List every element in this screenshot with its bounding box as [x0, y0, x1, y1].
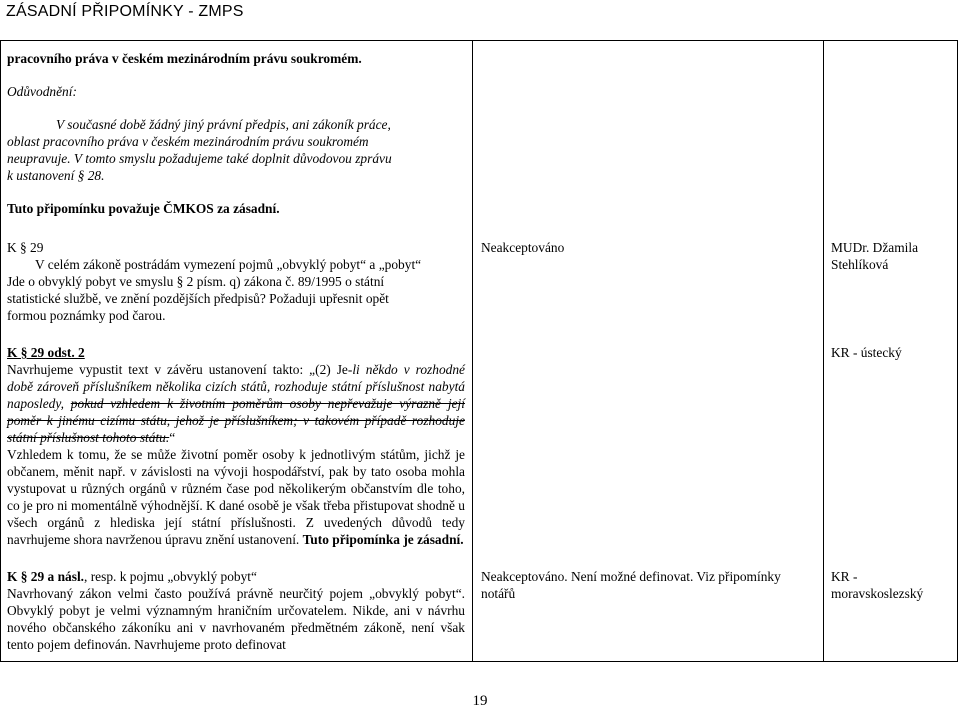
row2-status: Neakceptováno — [481, 240, 565, 255]
proposal-text-rest: osledy, — [27, 396, 71, 411]
row4-body: Navrhovaný zákon velmi často používá právně neurčitý pojem „obvyklý pobyt“. Obvyklý pobyt je velmi významným hraničním určovatelem. Nikde, ani v návrhu nového občanského zákoníku ani v navrhovaném předmětném zákoně, není však tento pojem definován. Navrhujeme proto definovat — [7, 586, 465, 652]
justification-line-1: V současné době žádný jiný právní předpis, ani zákoník práce, — [56, 117, 391, 132]
row4-title-bold: K § 29 a násl. — [7, 569, 85, 584]
row4-status: Neakceptováno. Není možné definovat. Viz připomínky notářů — [481, 569, 781, 601]
row3-conclusion: Tuto připomínka je zásadní. — [302, 532, 464, 547]
row3-title: K § 29 odst. 2 — [7, 345, 85, 360]
proposal-struck-text: pokud vzhledem k životním poměrům osoby nepřevažuje výrazně její poměr k jinému cizímu státu, jehož je příslušníkem; v takovém případě rozhoduje státní příslušnost tohoto státu. — [7, 396, 465, 445]
table-border-top — [0, 40, 958, 41]
row2-line-4: formou poznámky pod čarou. — [7, 308, 166, 323]
proposal-text-end: “ — [169, 430, 176, 445]
proposal-text-start: Navrhujeme vypustit text v závěru ustanovení takto: „(2) Je — [7, 362, 348, 377]
row2-title: K § 29 — [7, 240, 44, 255]
row1-lead: pracovního práva v českém mezinárodním právu soukromém. — [7, 51, 362, 66]
row1-conclusion: Tuto připomínku považuje ČMKOS za zásadní. — [7, 201, 280, 216]
column-divider-1 — [472, 40, 473, 662]
row2-line-1: V celém zákoně postrádám vymezení pojmů „obvyklý pobyt“ a „pobyt“ — [35, 257, 422, 272]
justification-line-3: neupravuje. V tomto smyslu požadujeme také doplnit důvodovou zprávu — [7, 151, 392, 166]
page-title: ZÁSADNÍ PŘIPOMÍNKY - ZMPS — [6, 3, 244, 20]
row3-reasoning — [7, 446, 465, 548]
row2-line-2: Jde o obvyklý pobyt ve smyslu § 2 písm. q) zákona č. 89/1995 o státní — [7, 274, 385, 289]
proposal-text-italic: někdo v rozhodné době zároveň příslušníkem několika cizích států, rozhoduje státní příslušnost nabytá nap — [7, 362, 465, 411]
comments-table — [0, 40, 958, 662]
justification-label: Odůvodnění: — [7, 84, 77, 99]
row3-author: KR - ústecký — [831, 345, 902, 360]
comment-cell-row3 — [7, 344, 465, 548]
row4-author-line-2: moravskoslezský — [831, 586, 924, 601]
comment-cell-row1 — [7, 50, 465, 217]
column-divider-2 — [823, 40, 824, 662]
page-number: 19 — [472, 693, 488, 709]
row3-proposal — [7, 361, 465, 446]
justification-line-4: k ustanovení § 28. — [7, 168, 105, 183]
table-border-right — [957, 40, 958, 662]
reasoning-text: Vzhledem k tomu, že se může životní poměr osoby k jednotlivým státům, jichž je občanem, měnit např. v závislosti na vývoji hospodářství, pak by tato osoba mohla vystupovat u různých orgánů v různém čase pod několikerým občanstvím dle toho, co je pro ni momentálně výhodnější. K dané osobě je však třeba přistupovat shodně u všech orgánů z hlediska její státní příslušnosti. Z uvedených důvodů tedy navrhujeme shora navrženou úpravu znění ustanovení. — [7, 447, 465, 547]
proposal-text-li: -li — [347, 362, 360, 377]
table-border-bottom — [0, 661, 958, 662]
row2-line-3: statistické službě, ve znění pozdějších předpisů? Požaduji upřesnit opět — [7, 291, 389, 306]
comment-cell-row4 — [7, 568, 465, 653]
row4-title-rest: , resp. k pojmu „obvyklý pobyt“ — [84, 569, 257, 584]
comment-cell-row2 — [7, 239, 465, 324]
row4-author-line-1: KR - — [831, 569, 858, 584]
row4-author — [831, 568, 951, 602]
row4-title — [7, 568, 465, 585]
justification-line-2: oblast pracovního práva v českém mezinárodním právu soukromém — [7, 134, 369, 149]
table-border-left — [0, 40, 1, 662]
row2-author: MUDr. Džamila Stehlíková — [831, 240, 919, 272]
